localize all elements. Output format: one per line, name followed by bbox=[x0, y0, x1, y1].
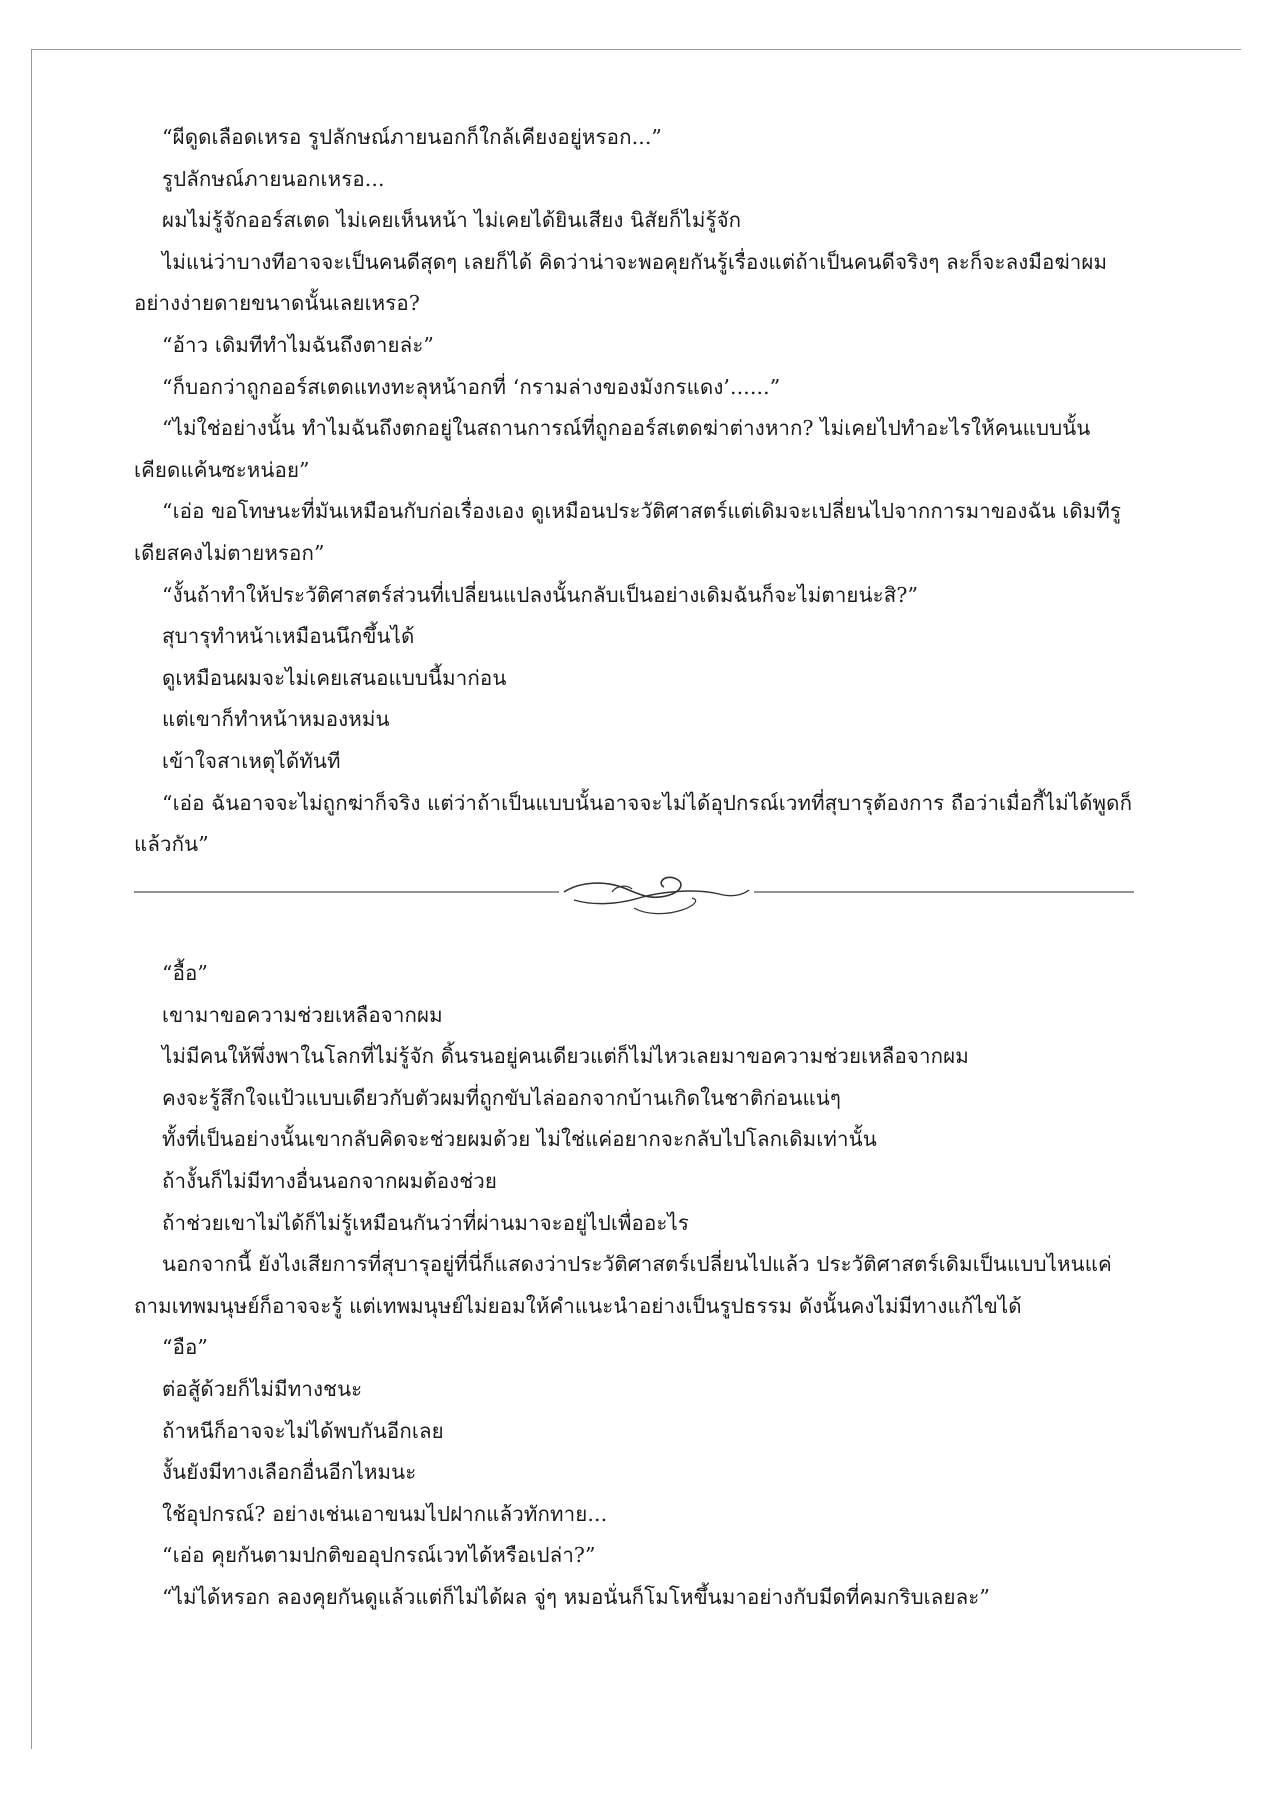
paragraph: “ก็บอกว่าถูกออร์สเตดแทงทะลุหน้าอกที่ ‘กรามล่างของมังกรแดง’......” bbox=[162, 374, 781, 399]
paragraph: งั้นยังมีทางเลือกอื่นอีกไหมนะ bbox=[162, 1460, 417, 1485]
paragraph: “เอ่อ คุยกันตามปกติขออุปกรณ์เวทได้หรือเปล่า?” bbox=[162, 1543, 596, 1568]
paragraph: ถ้างั้นก็ไม่มีทางอื่นนอกจากผมต้องช่วย bbox=[162, 1168, 498, 1193]
paragraph: “ผีดูดเลือดเหรอ รูปลักษณ์ภายนอกก็ใกล้เคียงอยู่หรอก...” bbox=[162, 125, 663, 149]
paragraph: ทั้งที่เป็นอย่างนั้นเขากลับคิดจะช่วยผมด้วย ไม่ใช่แค่อยากจะกลับไปโลกเดิมเท่านั้น bbox=[162, 1127, 877, 1152]
paragraph: “งั้นถ้าทำให้ประวัติศาสตร์ส่วนที่เปลี่ยนแปลงนั้นกลับเป็นอย่างเดิมฉันก็จะไม่ตายน่ะสิ?” bbox=[162, 582, 919, 607]
text-section-1 bbox=[134, 117, 1134, 866]
paragraph: “เอ่อ ขอโทษนะที่มันเหมือนกับก่อเรื่องเอง ดูเหมือนประวัติศาสตร์แต่เดิมจะเปลี่ยนไปจากการมาของฉัน เดิมทีรูเดียสคงไม่ตายหรอก” bbox=[134, 499, 1122, 565]
paragraph: รูปลักษณ์ภายนอกเหรอ... bbox=[162, 166, 385, 191]
paragraph: สุบารุทำหน้าเหมือนนึกขึ้นได้ bbox=[162, 624, 415, 649]
paragraph: ถ้าหนีก็อาจจะไม่ได้พบกันอีกเลย bbox=[162, 1418, 444, 1443]
page-border-top bbox=[31, 49, 1241, 50]
paragraph: ไม่แน่ว่าบางทีอาจจะเป็นคนดีสุดๆ เลยก็ได้ คิดว่าน่าจะพอคุยกันรู้เรื่องแต่ถ้าเป็นคนดีจริงๆ ละก็จะลงมือฆ่าผมอย่างง่ายดายขนาดนั้นเลยเหรอ? bbox=[134, 249, 1108, 316]
ornamental-divider bbox=[134, 870, 1134, 926]
paragraph: “อ้าว เดิมทีทำไมฉันถึงตายล่ะ” bbox=[162, 332, 435, 357]
paragraph: ใช้อุปกรณ์? อย่างเช่นเอาขนมไปฝากแล้วทักทาย... bbox=[162, 1501, 608, 1526]
paragraph: ไม่มีคนให้พึ่งพาในโลกที่ไม่รู้จัก ดิ้นรนอยู่คนเดียวแต่ก็ไม่ไหวเลยมาขอความช่วยเหลือจากผม bbox=[162, 1044, 969, 1069]
paragraph: คงจะรู้สึกใจแป้วแบบเดียวกับตัวผมที่ถูกขับไล่ออกจากบ้านเกิดในชาติก่อนแน่ๆ bbox=[162, 1085, 842, 1110]
page-border-left bbox=[31, 49, 32, 1749]
paragraph: เข้าใจสาเหตุได้ทันที bbox=[162, 748, 341, 773]
paragraph: เขามาขอความช่วยเหลือจากผม bbox=[162, 1002, 443, 1027]
paragraph: ผมไม่รู้จักออร์สเตด ไม่เคยเห็นหน้า ไม่เคยได้ยินเสียง นิสัยก็ไม่รู้จัก bbox=[162, 208, 742, 233]
paragraph: “ไม่ใช่อย่างนั้น ทำไมฉันถึงตกอยู่ในสถานการณ์ที่ถูกออร์สเตดฆ่าต่างหาก? ไม่เคยไปทำอะไรให้คนแบบนั้นเคียดแค้นซะหน่อย” bbox=[134, 416, 1091, 482]
paragraph: “ไม่ได้หรอก ลองคุยกันดูแล้วแต่ก็ไม่ได้ผล จู่ๆ หมอนั่นก็โมโหขึ้นมาอย่างกับมีดที่คมกริบเลยละ” bbox=[162, 1584, 990, 1609]
paragraph: ดูเหมือนผมจะไม่เคยเสนอแบบนี้มาก่อน bbox=[162, 665, 507, 690]
paragraph: “อื้อ” bbox=[162, 961, 208, 985]
paragraph: “อือ” bbox=[162, 1335, 208, 1360]
paragraph: ต่อสู้ด้วยก็ไม่มีทางชนะ bbox=[162, 1376, 363, 1401]
paragraph: นอกจากนี้ ยังไงเสียการที่สุบารุอยู่ที่นี่ก็แสดงว่าประวัติศาสตร์เปลี่ยนไปแล้ว ประวัติศาสตร์เดิมเป็นแบบไหนแค่ถามเทพมนุษย์ก็อาจจะรู้ แต่เทพมนุษย์ไม่ยอมให้คำแนะนำอย่างเป็นรูปธรรม ดังนั้นคงไม่มีทางแก้ไขได้ bbox=[134, 1252, 1112, 1318]
paragraph: แต่เขาก็ทำหน้าหมองหม่น bbox=[162, 707, 390, 732]
paragraph: “เอ่อ ฉันอาจจะไม่ถูกฆ่าก็จริง แต่ว่าถ้าเป็นแบบนั้นอาจจะไม่ได้อุปกรณ์เวทที่สุบารุต้องการ ถือว่าเมื่อกี้ไม่ได้พูดก็แล้วกัน” bbox=[134, 790, 1133, 857]
text-section-2 bbox=[134, 953, 1134, 1619]
paragraph: ถ้าช่วยเขาไม่ได้ก็ไม่รู้เหมือนกันว่าที่ผ่านมาจะอยู่ไปเพื่ออะไร bbox=[162, 1210, 690, 1235]
